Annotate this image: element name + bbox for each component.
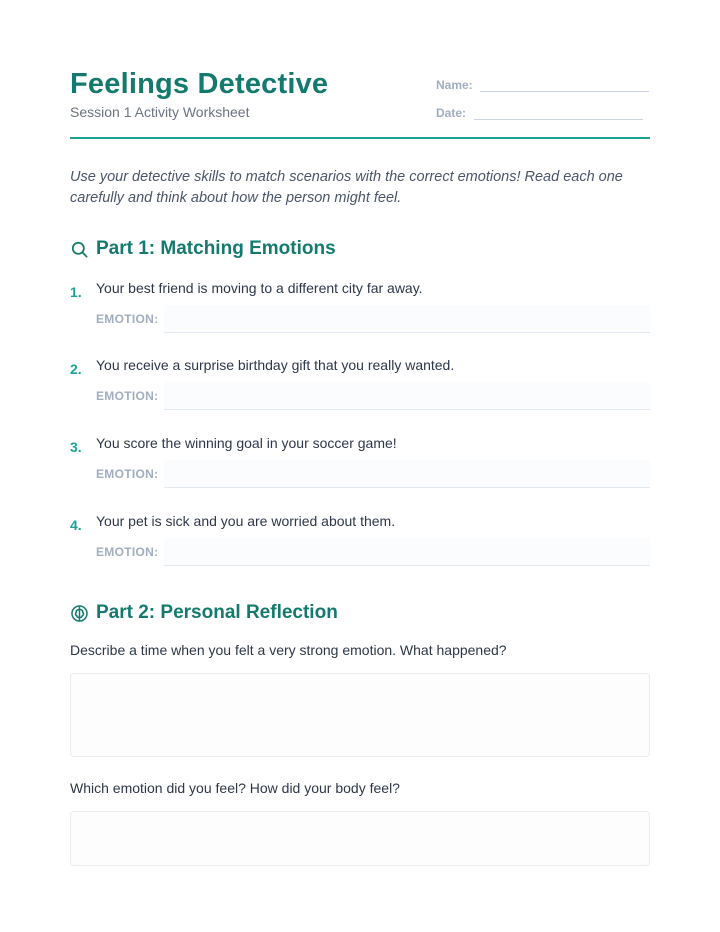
brain-icon bbox=[70, 604, 89, 623]
question-number: 3. bbox=[70, 439, 82, 455]
question-number: 2. bbox=[70, 361, 82, 377]
emotion-answer-field[interactable] bbox=[164, 460, 650, 488]
part2-title: Part 2: Personal Reflection bbox=[96, 602, 338, 623]
question-text: You receive a surprise birthday gift that you really wanted. bbox=[96, 357, 455, 373]
reflection-answer-box[interactable] bbox=[70, 673, 650, 757]
part2-heading bbox=[70, 602, 338, 624]
name-input-line[interactable] bbox=[480, 78, 649, 92]
reflection-prompt: Describe a time when you felt a very strong emotion. What happened? bbox=[70, 642, 507, 658]
page-subtitle: Session 1 Activity Worksheet bbox=[70, 104, 250, 120]
emotion-label: EMOTION: bbox=[96, 467, 159, 481]
emotion-label: EMOTION: bbox=[96, 545, 159, 559]
emotion-answer-field[interactable] bbox=[164, 305, 650, 333]
emotion-answer-field[interactable] bbox=[164, 382, 650, 410]
date-field[interactable] bbox=[436, 106, 643, 120]
question-text: Your best friend is moving to a different city far away. bbox=[96, 280, 423, 296]
question-text: You score the winning goal in your soccer game! bbox=[96, 435, 397, 451]
emotion-label: EMOTION: bbox=[96, 312, 159, 326]
question-text: Your pet is sick and you are worried about them. bbox=[96, 513, 396, 529]
part1-heading bbox=[70, 238, 336, 260]
search-icon bbox=[70, 240, 89, 259]
worksheet-header bbox=[70, 0, 650, 139]
question-number: 4. bbox=[70, 517, 82, 533]
date-input-line[interactable] bbox=[474, 106, 643, 120]
reflection-answer-box[interactable] bbox=[70, 811, 650, 866]
intro-text: Use your detective skills to match scenarios with the correct emotions! Read each one carefully and think about how the person might feel. bbox=[70, 169, 623, 206]
name-field[interactable] bbox=[436, 78, 649, 92]
page-title: Feelings Detective bbox=[70, 68, 329, 100]
emotion-label: EMOTION: bbox=[96, 389, 159, 403]
date-label: Date: bbox=[436, 106, 467, 120]
reflection-prompt: Which emotion did you feel? How did your body feel? bbox=[70, 780, 400, 796]
emotion-answer-field[interactable] bbox=[164, 538, 650, 566]
name-label: Name: bbox=[436, 78, 473, 92]
question-number: 1. bbox=[70, 284, 82, 300]
part1-title: Part 1: Matching Emotions bbox=[96, 238, 336, 259]
